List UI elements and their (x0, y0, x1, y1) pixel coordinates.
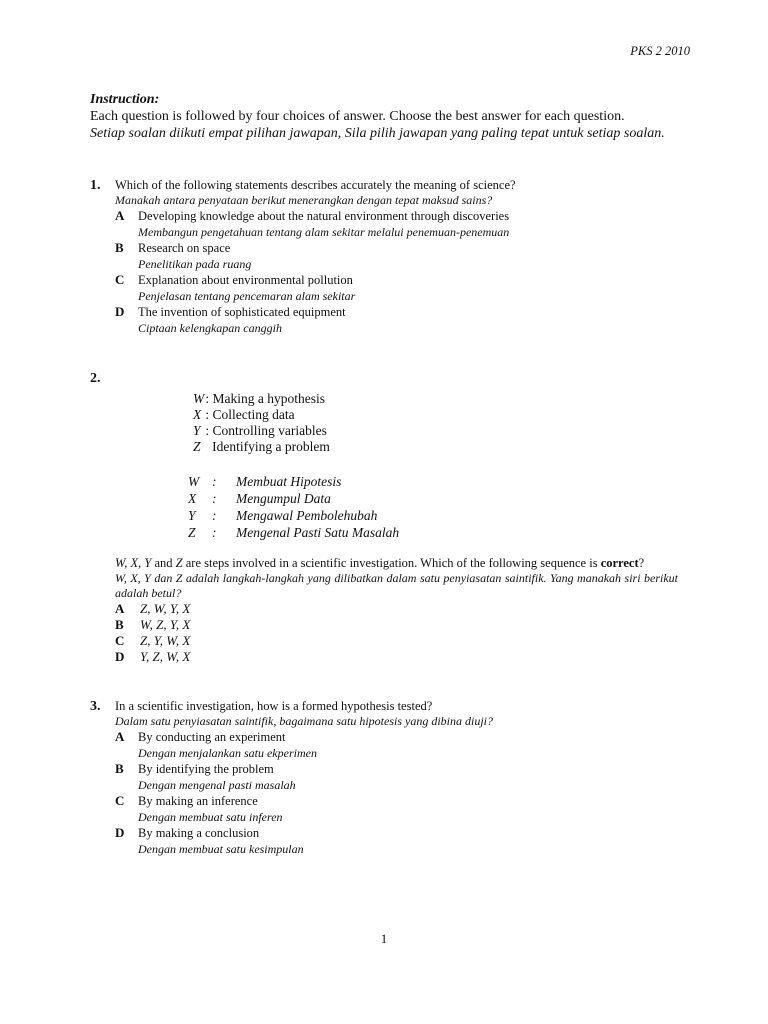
step-separator (202, 439, 212, 454)
option-text-malay: Ciptaan kelengkapan canggih (138, 321, 282, 335)
step-item (193, 423, 330, 439)
question-3 (90, 698, 690, 857)
option-text-english: Developing knowledge about the natural environment through discoveries (138, 209, 510, 223)
step-key: W (188, 474, 200, 489)
option-c[interactable] (115, 793, 690, 825)
step-item (193, 391, 330, 407)
option-c[interactable] (115, 633, 678, 649)
option-text-malay: Dengan menjalankan satu ekperimen (138, 746, 317, 760)
option-b[interactable] (115, 761, 690, 793)
option-letter: A (115, 601, 125, 616)
question-vars: W, X, Y (115, 556, 152, 570)
step-separator: : (212, 508, 217, 523)
step-separator: : (212, 474, 217, 489)
header-code: PKS 2 2010 (630, 44, 690, 58)
option-a[interactable] (115, 729, 690, 761)
steps-list-english (193, 391, 330, 455)
option-text-malay: Dengan membuat satu kesimpulan (138, 842, 304, 856)
option-c[interactable] (115, 272, 690, 304)
page-number: 1 (380, 931, 388, 946)
option-a[interactable] (115, 208, 690, 240)
step-item (188, 490, 399, 507)
step-key: W (193, 391, 205, 406)
step-text: Membuat Hipotesis (236, 474, 342, 489)
question-number: 3. (90, 699, 101, 714)
instruction-malay: Setiap soalan diikuti empat pilihan jawapan, Sila pilih jawapan yang paling tepat untuk setiap soalan. (90, 126, 665, 141)
option-letter: A (115, 729, 125, 744)
step-item (188, 524, 399, 541)
question-var-z: Z (175, 556, 183, 570)
option-letter: B (115, 240, 124, 255)
step-text: Controlling variables (212, 423, 327, 438)
step-key: Z (188, 525, 196, 540)
option-text-malay: Dengan mengenal pasti masalah (138, 778, 296, 792)
step-key: Y (188, 508, 196, 523)
instruction-title: Instruction: (90, 92, 160, 107)
option-letter: D (115, 825, 125, 840)
option-letter: C (115, 272, 125, 287)
step-text: Mengenal Pasti Satu Masalah (236, 525, 400, 540)
question-mark: ? (638, 556, 645, 570)
option-value: Y, Z, W, X (140, 649, 191, 664)
option-value: W, Z, Y, X (140, 617, 191, 632)
question-text-malay: W, X, Y dan Z adalah langkah-langkah yang dilibatkan dalam satu penyiasatan saintifik. Yang manakah siri berikut adalah betul? (115, 571, 678, 600)
option-d[interactable] (115, 304, 690, 336)
option-letter: B (115, 617, 124, 632)
option-text-english: Research on space (138, 241, 231, 255)
option-value: Z, W, Y, X (140, 601, 191, 616)
option-value: Z, Y, W, X (140, 633, 191, 648)
question-and: and (151, 556, 176, 570)
option-text-english: The invention of sophisticated equipment (138, 305, 346, 319)
option-letter: D (115, 649, 125, 664)
question-text-english: In a scientific investigation, how is a formed hypothesis tested? (115, 699, 433, 713)
step-key: X (188, 491, 197, 506)
option-text-malay: Penjelasan tentang pencemaran alam sekitar (138, 289, 356, 303)
question-text-malay: Dalam satu penyiasatan saintifik, bagaimana satu hipotesis yang dibina diuji? (115, 714, 493, 728)
step-item (188, 507, 399, 524)
option-text-english: By making a conclusion (138, 826, 260, 840)
step-key: Z (193, 439, 201, 454)
option-a[interactable] (115, 601, 678, 617)
option-text-malay: Penelitikan pada ruang (138, 257, 252, 271)
option-letter: D (115, 304, 125, 319)
option-text-malay: Dengan membuat satu inferen (138, 810, 283, 824)
step-text: Making a hypothesis (212, 391, 326, 406)
option-letter: C (115, 633, 125, 648)
step-key: Y (193, 423, 201, 438)
step-key: X (193, 407, 202, 422)
step-text: Collecting data (212, 407, 295, 422)
step-separator: : (202, 423, 213, 438)
instruction-english: Each question is followed by four choices of answer. Choose the best answer for each question. (90, 109, 625, 124)
option-text-english: By making an inference (138, 794, 258, 808)
option-d[interactable] (115, 825, 690, 857)
option-text-english: By conducting an experiment (138, 730, 286, 744)
step-separator: : (202, 407, 213, 422)
question-text-malay: Manakah antara penyataan berikut menerangkan dengan tepat maksud sains? (115, 193, 493, 207)
step-separator: : (212, 491, 217, 506)
option-text-english: Explanation about environmental pollution (138, 273, 353, 287)
step-separator: : (202, 391, 213, 406)
question-number: 1. (90, 178, 101, 193)
steps-list-malay (188, 473, 399, 541)
step-separator: : (212, 525, 217, 540)
question-emphasis: correct (600, 556, 639, 570)
step-item (188, 473, 399, 490)
option-text-english: By identifying the problem (138, 762, 274, 776)
option-letter: C (115, 793, 125, 808)
step-text: Identifying a problem (212, 439, 330, 454)
step-item (193, 407, 330, 423)
option-b[interactable] (115, 240, 690, 272)
question-number: 2. (90, 371, 101, 386)
option-text-malay: Membangun pengetahuan tentang alam sekitar melalui penemuan-penemuan (138, 225, 510, 239)
option-d[interactable] (115, 649, 678, 665)
question-2-body (115, 555, 678, 665)
option-letter: A (115, 208, 125, 223)
option-letter: B (115, 761, 124, 776)
option-b[interactable] (115, 617, 678, 633)
step-text: Mengawal Pembolehubah (236, 508, 378, 523)
step-item (193, 439, 330, 455)
question-rest: are steps involved in a scientific investigation. Which of the following sequence is (182, 556, 601, 570)
question-text-english: Which of the following statements describes accurately the meaning of science? (115, 178, 516, 192)
step-text: Mengumpul Data (236, 491, 331, 506)
question-text-english (115, 555, 678, 571)
question-1 (90, 177, 690, 336)
instruction-block (90, 91, 680, 142)
